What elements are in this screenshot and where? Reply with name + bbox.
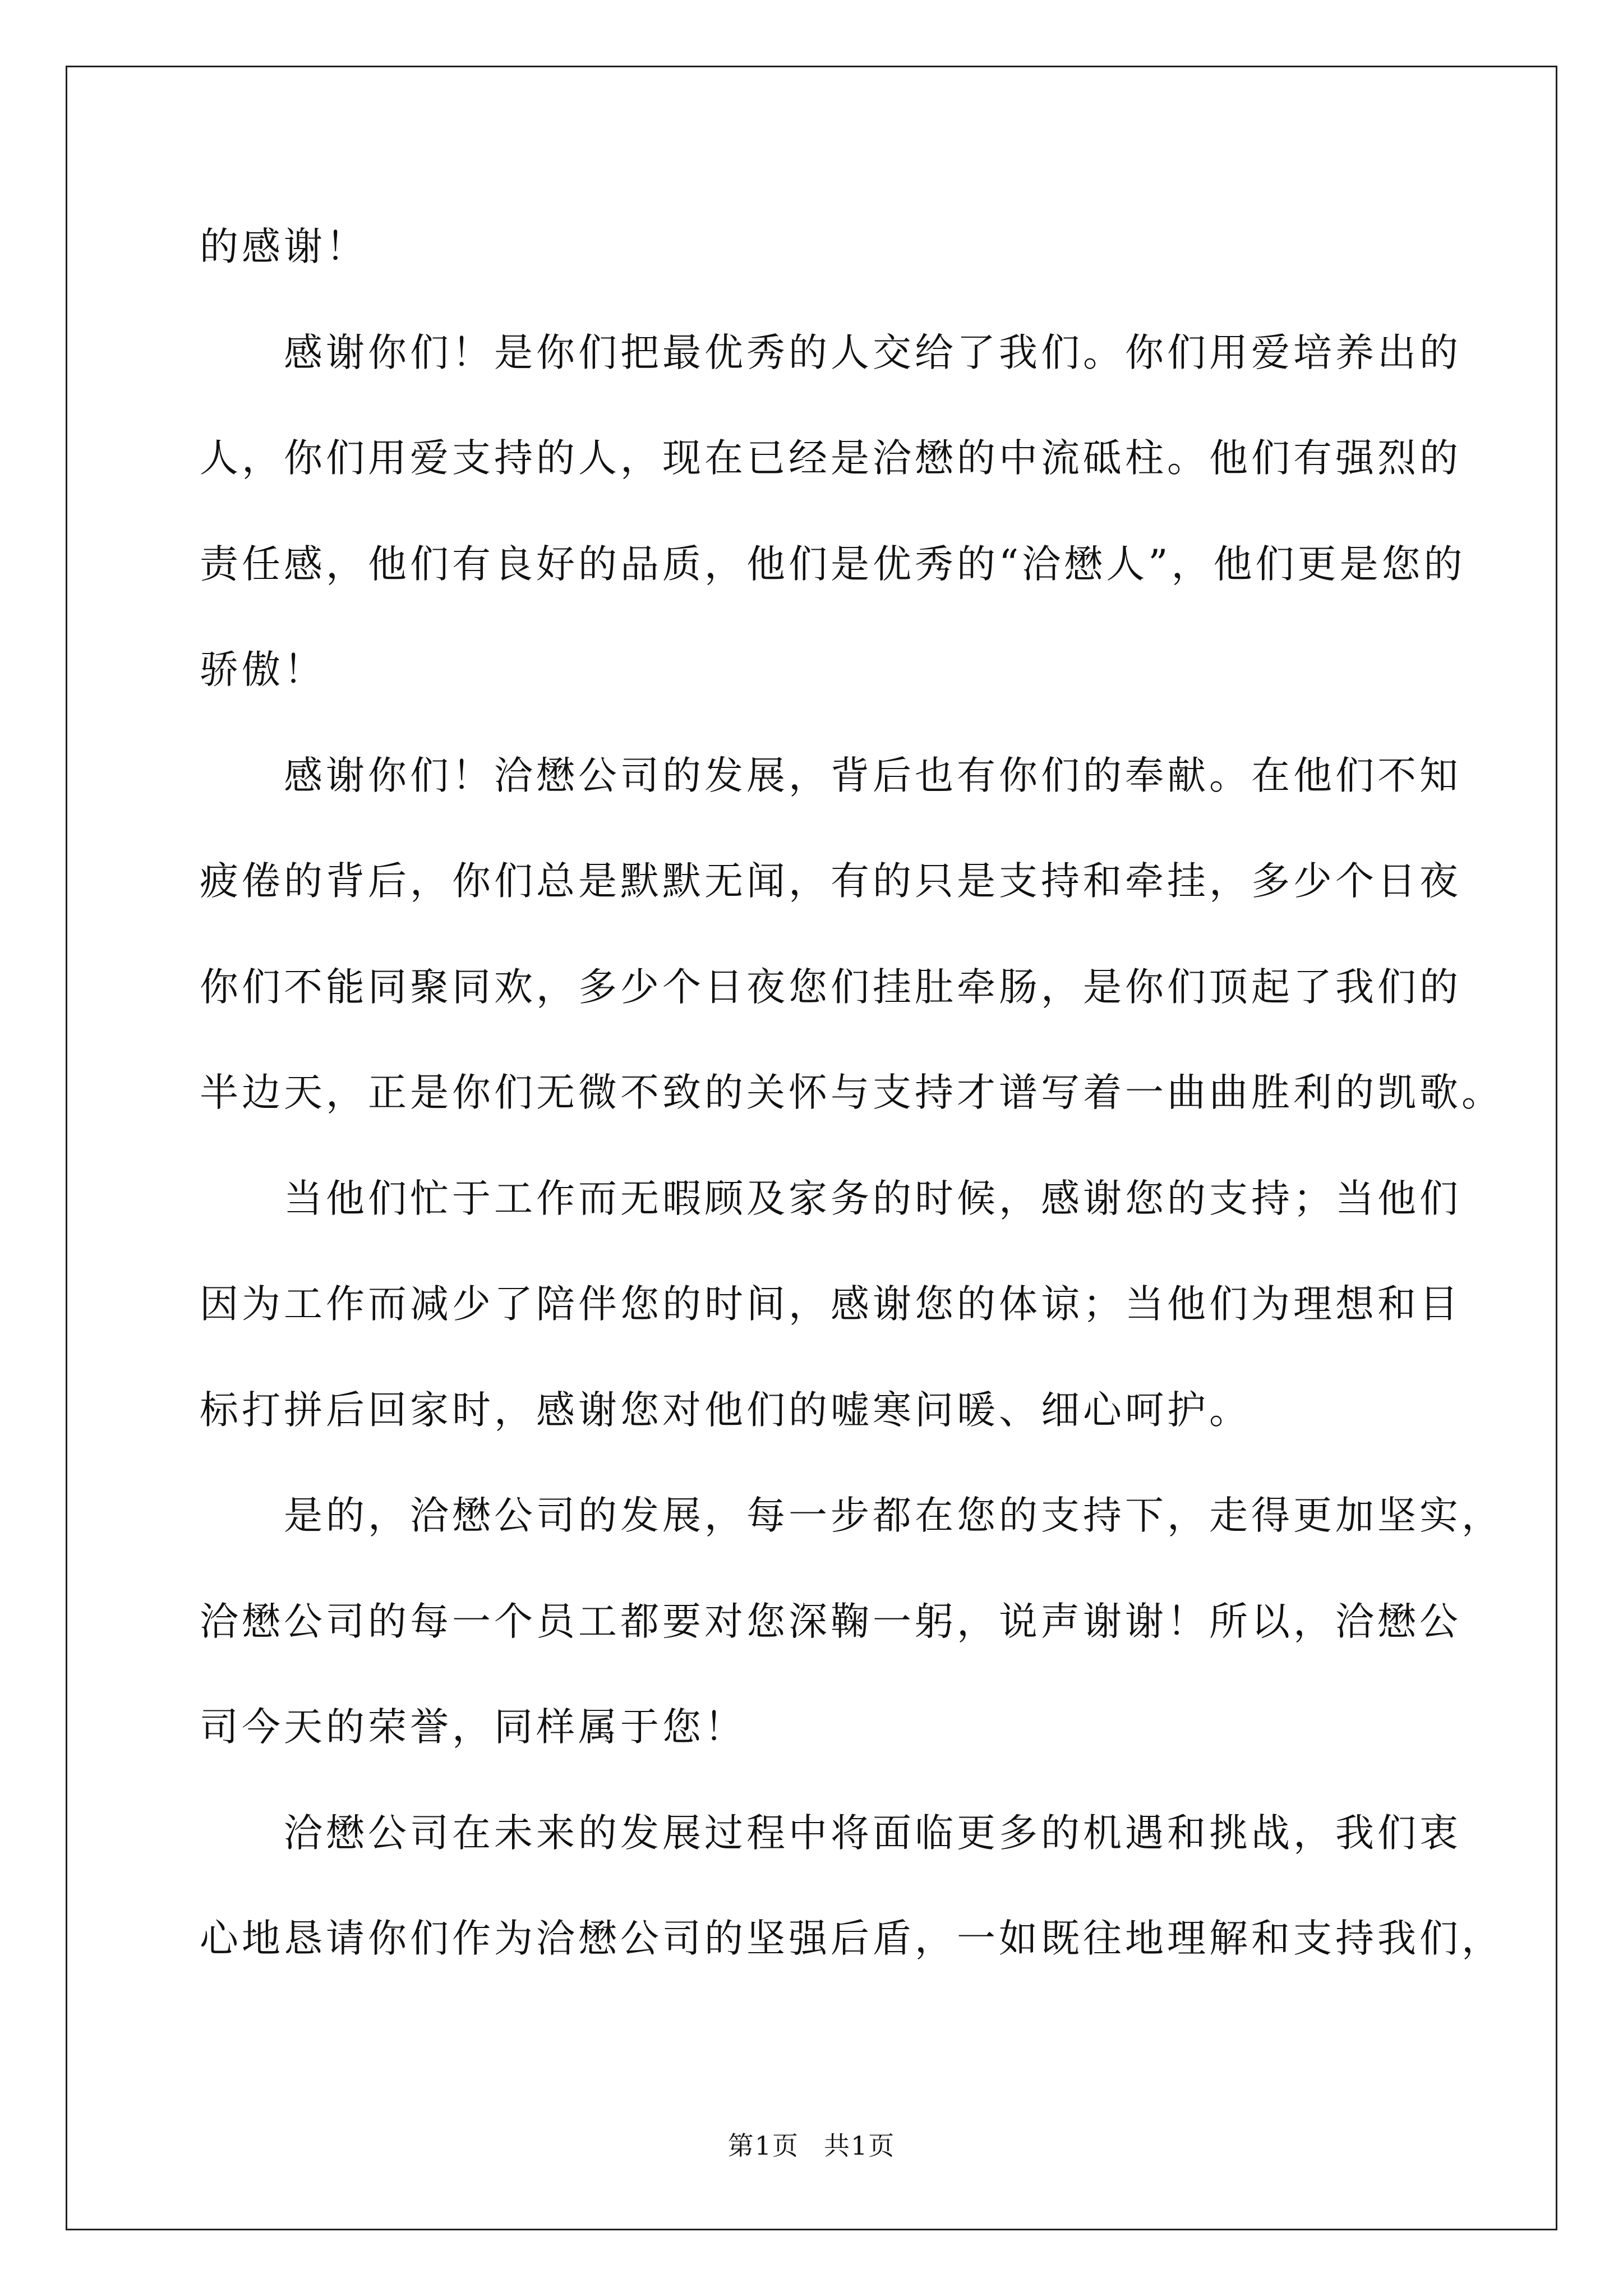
text-line: 你们不能同聚同欢，多少个日夜您们挂肚牵肠，是你们顶起了我们的 — [200, 964, 1461, 1010]
text-line: 司今天的荣誉，同样属于您！ — [200, 1705, 746, 1750]
text-line: 洽懋公司在未来的发展过程中将面临更多的机遇和挑战，我们衷 — [284, 1810, 1461, 1856]
text-line: 骄傲！ — [200, 647, 326, 692]
text-line: 人，你们用爱支持的人，现在已经是洽懋的中流砥柱。他们有强烈的 — [200, 436, 1461, 481]
text-line: 因为工作而减少了陪伴您的时间，感谢您的体谅；当他们为理想和目 — [200, 1282, 1461, 1327]
text-line: 半边天，正是你们无微不致的关怀与支持才谱写着一曲曲胜利的凯歌。 — [200, 1070, 1504, 1115]
text-line: 心地恳请你们作为洽懋公司的坚强后盾，一如既往地理解和支持我们， — [200, 1916, 1504, 1961]
text-line: 感谢你们！是你们把最优秀的人交给了我们。你们用爱培养出的 — [284, 330, 1461, 375]
document-body — [200, 213, 1504, 2011]
page-footer — [0, 2129, 1623, 2162]
text-line: 的感谢！ — [200, 224, 368, 269]
page-total: 共1页 — [824, 2131, 896, 2161]
text-line: 洽懋公司的每一个员工都要对您深鞠一躬，说声谢谢！所以，洽懋公 — [200, 1599, 1461, 1644]
text-line: 责任感，他们有良好的品质，他们是优秀的“洽懋人”，他们更是您的 — [200, 541, 1466, 587]
text-line: 是的，洽懋公司的发展，每一步都在您的支持下，走得更加坚实， — [284, 1493, 1504, 1538]
text-line: 感谢你们！洽懋公司的发展，背后也有你们的奉献。在他们不知 — [284, 753, 1461, 798]
text-line: 标打拼后回家时，感谢您对他们的嘘寒问暖、细心呵护。 — [200, 1387, 1251, 1433]
text-line: 疲倦的背后，你们总是默默无闻，有的只是支持和牵挂，多少个日夜 — [200, 859, 1461, 904]
page-number: 第1页 — [727, 2131, 799, 2161]
text-line: 当他们忙于工作而无暇顾及家务的时候，感谢您的支持；当他们 — [284, 1176, 1461, 1221]
